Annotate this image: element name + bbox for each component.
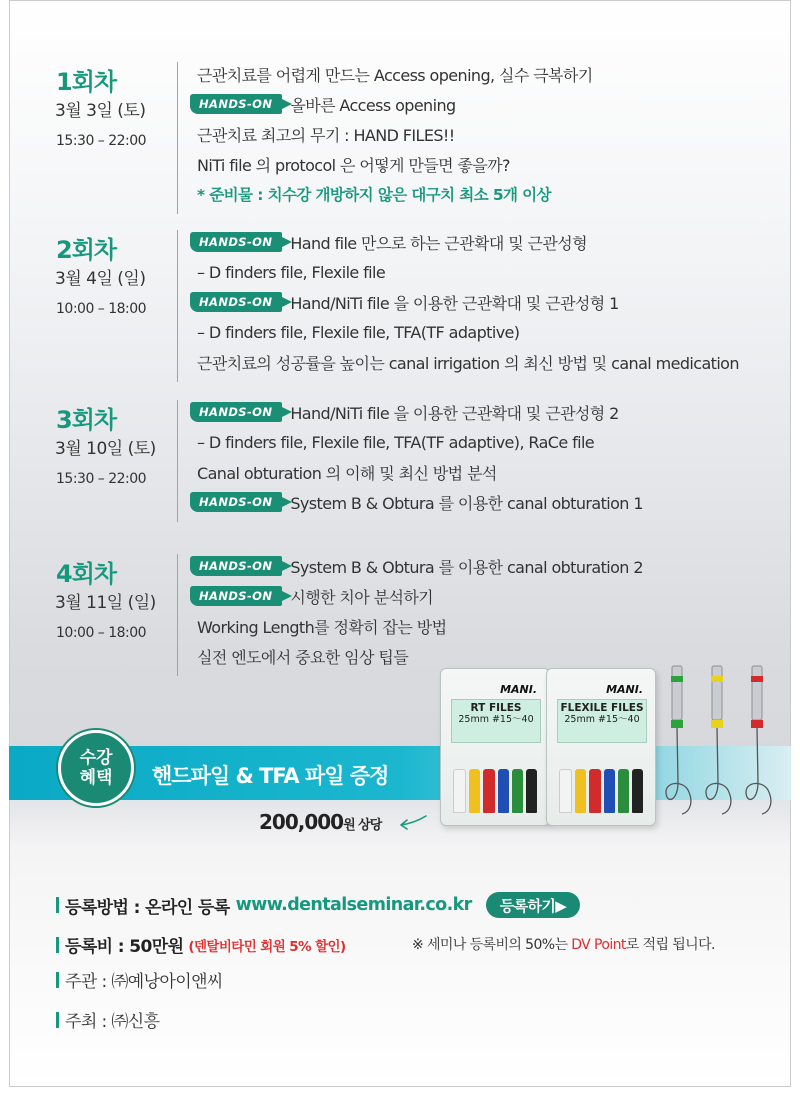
session-item bbox=[190, 583, 433, 609]
arrow-icon bbox=[398, 812, 428, 832]
session-item bbox=[197, 121, 455, 147]
registration-method-row bbox=[56, 892, 580, 918]
organizer-text: 주관 : ㈜예낭아이앤씨 bbox=[65, 972, 223, 992]
product-spec: 25mm #15～40 bbox=[564, 714, 640, 725]
session-item-text: 근관치료의 성공률을 높이는 canal irrigation 의 최신 방법 및 canal medication bbox=[197, 353, 739, 373]
price-value: 200,000 bbox=[259, 810, 344, 834]
session-item bbox=[190, 399, 619, 425]
session-item bbox=[197, 429, 594, 455]
session-item-text: 시행한 치아 분석하기 bbox=[290, 587, 434, 607]
session-item-text: – D finders file, Flexile file, TFA(TF adaptive), RaCe file bbox=[197, 432, 595, 452]
badge-line1: 수강 bbox=[79, 748, 113, 768]
session-item bbox=[190, 289, 619, 315]
hands-on-tag: HANDS-ON bbox=[190, 402, 282, 422]
session-number: 2회차 bbox=[56, 236, 117, 264]
hands-on-tag: HANDS-ON bbox=[190, 232, 282, 252]
registration-fee-label: 등록비 : 50만원 bbox=[65, 937, 184, 957]
session-item-text: * 준비물 : 치수강 개방하지 않은 대구치 최소 5개 이상 bbox=[197, 186, 551, 204]
file-handles bbox=[453, 747, 537, 813]
price-unit: 원 상당 bbox=[343, 818, 382, 833]
session-item bbox=[197, 459, 497, 485]
session-item bbox=[190, 229, 587, 255]
badge-line2: 혜택 bbox=[79, 768, 113, 788]
registration-fee-row bbox=[56, 932, 346, 957]
bullet-bar bbox=[56, 897, 59, 913]
note-prefix: ※ 세미나 등록비의 50%는 bbox=[412, 937, 572, 953]
session-item bbox=[197, 259, 385, 285]
session-time: 15:30 – 22:00 bbox=[56, 471, 147, 487]
session-time: 10:00 – 18:00 bbox=[56, 625, 147, 641]
session-item bbox=[190, 91, 456, 117]
benefit-price bbox=[259, 810, 381, 834]
register-button[interactable]: 등록하기▶ bbox=[486, 892, 581, 918]
session-divider bbox=[177, 62, 178, 214]
registration-url-link[interactable]: www.dentalseminar.co.kr bbox=[235, 895, 472, 915]
session-item bbox=[197, 181, 551, 207]
session-item-text: 실전 엔도에서 중요한 임상 팁들 bbox=[197, 647, 409, 667]
host-text: 주최 : ㈜신흥 bbox=[65, 1012, 160, 1032]
hands-on-tag: HANDS-ON bbox=[190, 94, 282, 114]
session-time: 10:00 – 18:00 bbox=[56, 301, 147, 317]
bullet-bar bbox=[56, 1012, 59, 1028]
session-number: 4회차 bbox=[56, 560, 117, 588]
benefit-badge bbox=[58, 730, 134, 806]
session-item-text: 근관치료를 어렵게 만드는 Access opening, 실수 극복하기 bbox=[197, 65, 593, 85]
session-item-text: 올바른 Access opening bbox=[290, 95, 456, 115]
bullet-bar bbox=[56, 937, 59, 953]
session-item-text: – D finders file, Flexile file, TFA(TF adaptive) bbox=[197, 322, 520, 342]
session-item-text: System B & Obtura 를 이용한 canal obturation 1 bbox=[290, 493, 643, 513]
session-divider bbox=[177, 230, 178, 382]
session-divider bbox=[177, 554, 178, 676]
session-item-text: NiTi file 의 protocol 은 어떻게 만들면 좋을까? bbox=[197, 155, 510, 175]
product-brand: MANI. bbox=[606, 683, 643, 696]
session-item bbox=[197, 643, 408, 669]
session-item-text: Hand file 만으로 하는 근관확대 및 근관성형 bbox=[290, 233, 587, 253]
session-item-text: 근관치료 최고의 무기 : HAND FILES!! bbox=[197, 125, 455, 145]
session-item-text: – D finders file, Flexile file bbox=[197, 262, 386, 282]
product-spec: 25mm #15～40 bbox=[458, 714, 534, 725]
dv-point-note bbox=[412, 934, 715, 954]
session-item bbox=[197, 151, 510, 177]
hands-on-tag: HANDS-ON bbox=[190, 556, 282, 576]
product-label bbox=[451, 699, 541, 743]
tfa-file-instruments bbox=[660, 662, 790, 822]
hands-on-tag: HANDS-ON bbox=[190, 492, 282, 512]
session-number: 3회차 bbox=[56, 406, 117, 434]
session-time: 15:30 – 22:00 bbox=[56, 133, 147, 149]
file-handles bbox=[559, 747, 643, 813]
session-item-text: Hand/NiTi file 을 이용한 근관확대 및 근관성형 2 bbox=[290, 403, 619, 423]
session-date: 3월 3일 (토) bbox=[55, 101, 146, 121]
session-item bbox=[197, 61, 593, 87]
organizer-row bbox=[56, 967, 223, 992]
product-box-flexile-files bbox=[546, 668, 656, 826]
product-brand: MANI. bbox=[500, 683, 537, 696]
bullet-bar bbox=[56, 972, 59, 988]
session-item bbox=[197, 349, 739, 375]
session-divider bbox=[177, 400, 178, 522]
session-date: 3월 11일 (일) bbox=[55, 593, 156, 613]
session-item-text: Hand/NiTi file 을 이용한 근관확대 및 근관성형 1 bbox=[290, 293, 619, 313]
product-label bbox=[557, 699, 647, 743]
session-number: 1회차 bbox=[56, 68, 117, 96]
product-box-rt-files bbox=[440, 668, 550, 826]
registration-method-label: 등록방법 : 온라인 등록 bbox=[65, 897, 230, 918]
product-name: FLEXILE FILES bbox=[560, 702, 644, 714]
benefit-title: 핸드파일 & TFA 파일 증정 bbox=[152, 764, 389, 788]
session-item-text: Canal obturation 의 이해 및 최신 방법 분석 bbox=[197, 463, 497, 483]
session-item bbox=[190, 553, 643, 579]
hands-on-tag: HANDS-ON bbox=[190, 292, 282, 312]
session-item bbox=[197, 319, 519, 345]
session-item-text: Working Length를 정확히 잡는 방법 bbox=[197, 617, 447, 637]
note-suffix: 로 적립 됩니다. bbox=[625, 937, 715, 953]
host-row bbox=[56, 1007, 159, 1032]
session-item-text: System B & Obtura 를 이용한 canal obturation 2 bbox=[290, 557, 643, 577]
product-name: RT FILES bbox=[470, 702, 522, 714]
session-item bbox=[190, 489, 643, 515]
session-date: 3월 10일 (토) bbox=[55, 439, 156, 459]
session-item bbox=[197, 613, 446, 639]
fee-discount-text: (덴탈비타민 회원 5% 할인) bbox=[188, 938, 346, 955]
hands-on-tag: HANDS-ON bbox=[190, 586, 282, 606]
session-date: 3월 4일 (일) bbox=[55, 269, 146, 289]
note-highlight: DV Point bbox=[571, 937, 626, 953]
